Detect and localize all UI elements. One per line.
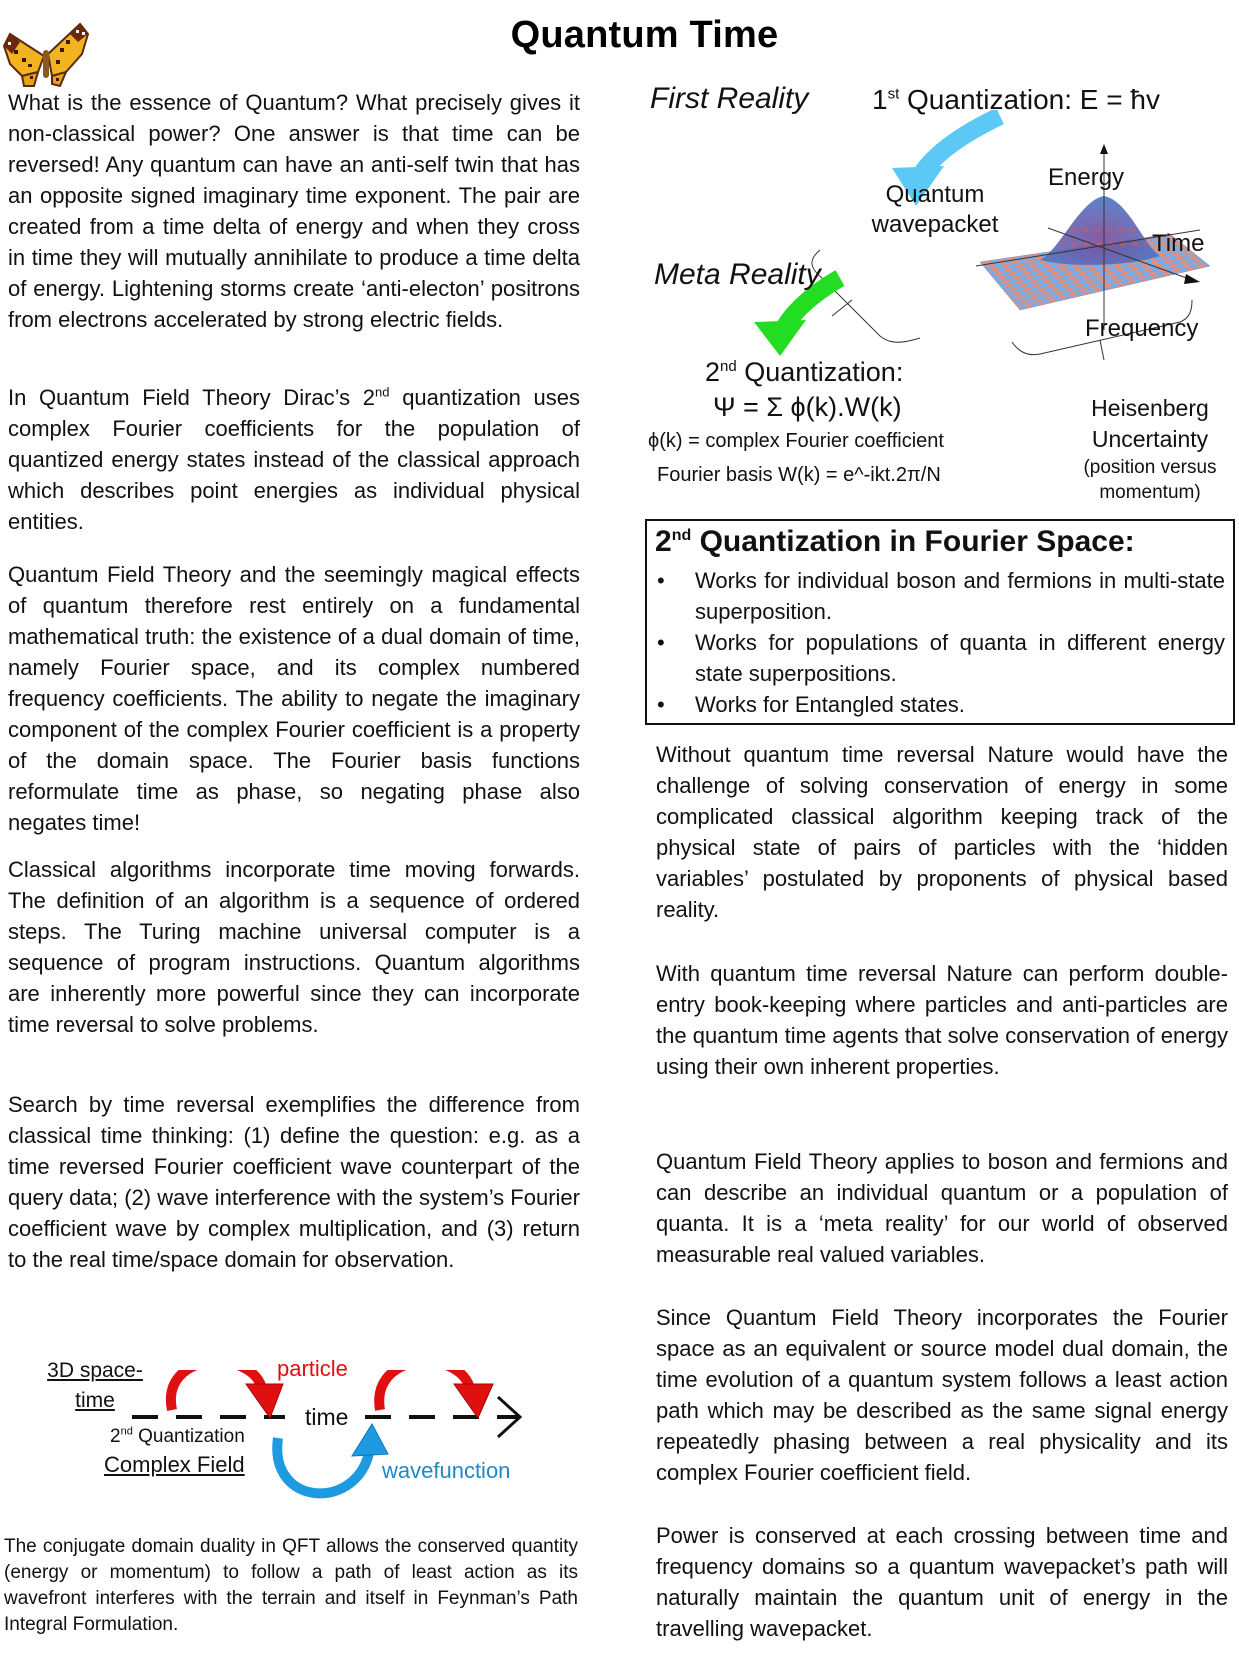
bullet-icon: •	[657, 630, 665, 655]
first-reality-label: First Reality	[650, 82, 809, 115]
bullet-item: • Works for individual boson and fermions in multi-state superposition.	[655, 565, 1225, 627]
heisenberg-uncertainty-label: Heisenberg Uncertainty (position versus momentum)	[1083, 395, 1217, 503]
butterfly-icon	[0, 20, 92, 92]
wavefunction-label: wavefunction	[382, 1458, 511, 1483]
page-title: Quantum Time	[510, 14, 779, 56]
meta-reality-label: Meta Reality	[654, 258, 821, 291]
bullet-item: • Works for Entangled states.	[655, 689, 1225, 720]
time-axis-label-3d: Time	[1152, 230, 1205, 257]
particle-label: particle	[277, 1356, 348, 1381]
bullet-icon: •	[657, 568, 665, 593]
qft-dirac-paragraph: In Quantum Field Theory Dirac’s 2nd quantization uses complex Fourier coefficients for the population of quantized energy states instead of the classical approach which describes point energies as individual physical entities.	[8, 384, 580, 534]
fourier-box-bullet-list	[655, 565, 1225, 720]
first-quantization-label: 1st Quantization: E = ħv	[872, 84, 1160, 115]
quantum-wavepacket-label: Quantum wavepacket	[871, 181, 999, 238]
fourier-space-box	[645, 519, 1235, 725]
intro-paragraph: What is the essence of Quantum? What precisely gives it non-classical power? One answer is that time can be reversed! Any quantum can have an anti-self twin that has an opposite signed imaginary time exponent. The pair are created from a time delta of energy and when they cross in time they will mutually annihilate to produce a time delta of energy. Lightening storms create ‘anti-electon’ positrons from electrons accelerated by strong electric fields.	[8, 90, 580, 332]
diagram-caption: The conjugate domain duality in QFT allows the conserved quantity (energy or momentum) to follow a path of least action as its wavefront interferes with the terrain and itself in Feynman’s Path Integral Formulation.	[4, 1536, 578, 1635]
classical-algorithms-paragraph: Classical algorithms incorporate time moving forwards. The definition of an algorithm is a sequence of ordered steps. The Turing machine universal computer is a sequence of program instructions. Quantum algorithms are inherently more powerful since they can incorporate time reversal to solve problems.	[8, 857, 580, 1037]
bullet-item: • Works for populations of quanta in different energy state superpositions.	[655, 627, 1225, 689]
power-conserved-paragraph: Power is conserved at each crossing between time and frequency domains so a quantum wavepacket’s path will naturally maintain the quantum unit of energy in the travelling wavepacket.	[656, 1523, 1228, 1641]
bullet-icon: •	[657, 692, 665, 717]
timeline-diagram	[0, 1356, 600, 1530]
qft-applies-paragraph: Quantum Field Theory applies to boson and fermions and can describe an individual quantum or a population of quanta. It is a ‘meta reality’ for our world of observed measurable real valued variables.	[656, 1149, 1228, 1267]
phi-definition: ϕ(k) = complex Fourier coefficient	[648, 430, 944, 452]
fourier-basis-definition: Fourier basis W(k) = e^-ikt.2π/N	[657, 464, 941, 486]
second-quantization-heading: 2nd Quantization:	[705, 357, 904, 387]
complex-field-label: Complex Field	[104, 1452, 245, 1477]
fourier-space-paragraph: Quantum Field Theory and the seemingly magical effects of quantum therefore rest entirely on a fundamental mathematical truth: the existence of a dual domain of time, namely Fourier space, and its complex numbered frequency coefficients. The ability to negate the imaginary component of the complex Fourier coefficient is a property of the domain space. The Fourier basis functions reformulate time as phase, so negating phase also negates time!	[8, 562, 580, 835]
spacetime-label: 3D space- time	[47, 1359, 143, 1412]
search-paragraph: Search by time reversal exemplifies the difference from classical time thinking: (1) define the question: e.g. as a time reversed Fourier coefficient wave counterpart of the query data; (2) wave interference with the system’s Fourier coefficient wave by complex multiplication, and (3) return to the real time/space domain for observation.	[8, 1092, 580, 1272]
time-axis-label: time	[302, 1404, 351, 1431]
psi-formula: Ψ = Σ ϕ(k).W(k)	[713, 392, 902, 422]
second-quantization-label: 2nd Quantization	[110, 1425, 245, 1447]
wavepacket-graphic	[600, 110, 1239, 390]
energy-axis-label: Energy	[1048, 164, 1125, 191]
frequency-axis-label: Frequency	[1085, 315, 1199, 342]
least-action-paragraph: Since Quantum Field Theory incorporates the Fourier space as an equivalent or source model dual domain, the time evolution of a quantum system follows a least action path which may be described as the same signal energy repeatedly phasing between a real physicality and its complex Fourier coefficient field.	[656, 1305, 1228, 1485]
fourier-box-title: 2nd Quantization in Fourier Space:	[655, 525, 1135, 558]
with-time-reversal-paragraph: With quantum time reversal Nature can perform double-entry book-keeping where particles and anti-particles are the quantum time agents that solve conservation of energy using their own inherent properties.	[656, 961, 1228, 1079]
without-time-reversal-paragraph: Without quantum time reversal Nature would have the challenge of solving conservation of energy in some complicated classical algorithm keeping track of the physical state of pairs of particles with the ‘hidden variables’ postulated by proponents of physical based reality.	[656, 742, 1228, 922]
